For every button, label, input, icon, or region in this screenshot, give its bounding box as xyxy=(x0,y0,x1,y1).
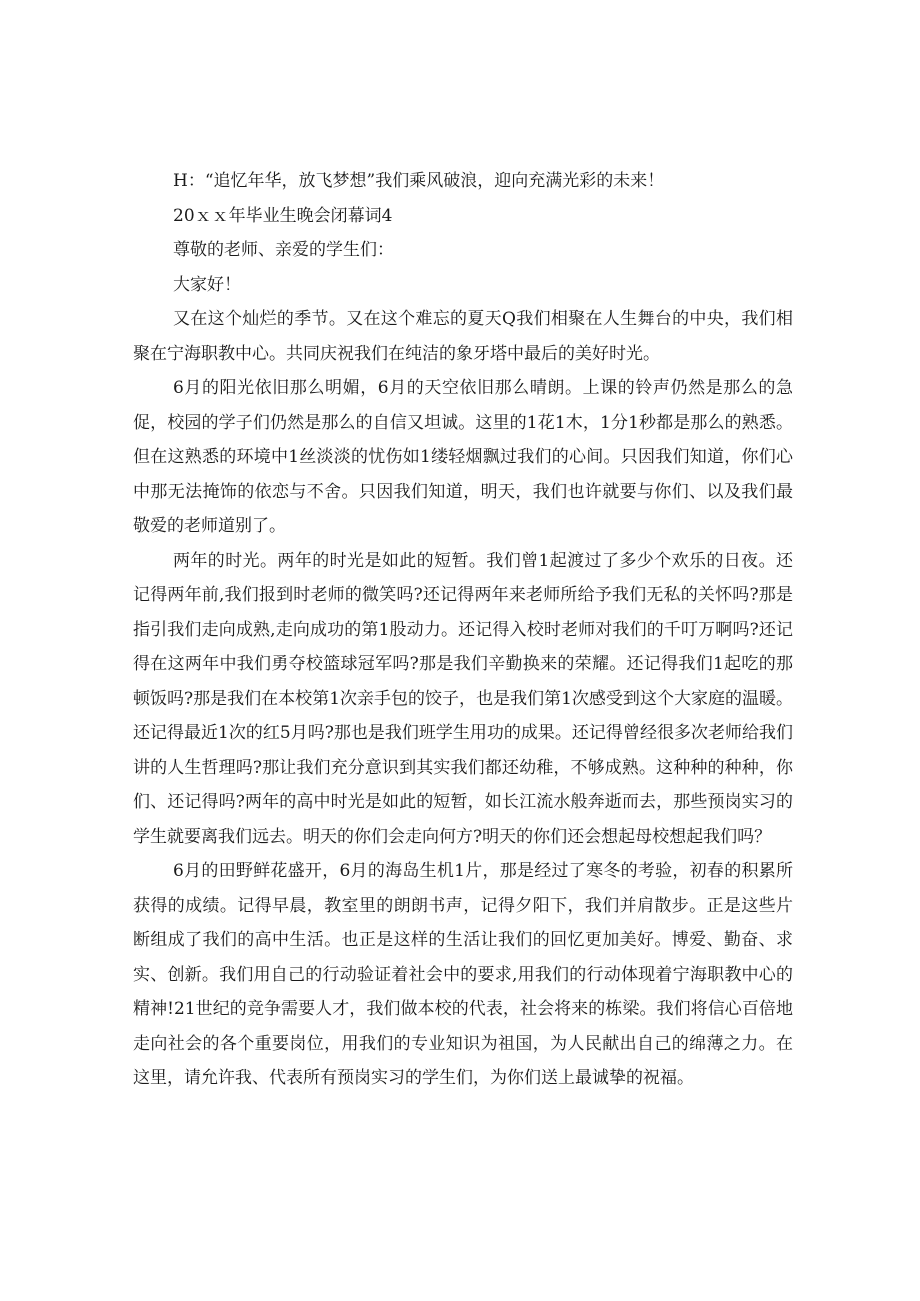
paragraph-3: 两年的时光。两年的时光是如此的短暂。我们曾1起渡过了多少个欢乐的日夜。还记得两年前,我们报到时老师的微笑吗?还记得两年来老师所给予我们无私的关怀吗?那是指引我们走向成熟,走向成功的第1股动力。还记得入校时老师对我们的千叮万啊吗?还记得在这两年中我们勇夺校篮球冠军吗?那是我们辛勤换来的荣耀。还记得我们1起吃的那顿饭吗?那是我们在本校第1次亲手包的饺子，也是我们第1次感受到这个大家庭的温暖。还记得最近1次的红5月吗?那也是我们班学生用功的成果。还记得曾经很多次老师给我们讲的人生哲理吗?那让我们充分意识到其实我们都还幼稚，不够成熟。这种种的种种，你们、还记得吗?两年的高中时光是如此的短暂，如长江流水般奔逝而去，那些预岗实习的学生就要离我们远去。明天的你们会走向何方?明天的你们还会想起母校想起我们吗？ xyxy=(133,550,793,847)
paragraph-1: 又在这个灿烂的季节。又在这个难忘的夏天Q我们相聚在人生舞台的中央，我们相聚在宁海职教中心。共同庆祝我们在纯洁的象牙塔中最后的美好时光。 xyxy=(133,309,793,364)
greeting: 大家好！ xyxy=(173,274,241,295)
paragraph-2: 6月的阳光依旧那么明媚，6月的天空依旧那么晴朗。上课的铃声仍然是那么的急促，校园的学子们仍然是那么的自信又坦诚。这里的1花1木，1分1秒都是那么的熟悉。但在这熟悉的环境中1丝淡淡的忧伤如1缕轻烟飘过我们的心间。只因我们知道，你们心中那无法掩饰的依恋与不舍。只因我们知道，明天，我们也许就要与你们、以及我们最敬爱的老师道别了。 xyxy=(133,378,793,536)
salutation: 尊敬的老师、亲爱的学生们： xyxy=(173,240,394,260)
paragraph-closing-line: H：“追忆年华，放飞梦想”我们乘风破浪，迎向充满光彩的未来！ xyxy=(173,171,665,191)
document-body xyxy=(133,164,793,1096)
section-heading: 20ｘｘ年毕业生晚会闭幕词4 xyxy=(173,205,393,226)
paragraph-4: 6月的田野鲜花盛开，6月的海岛生机1片，那是经过了寒冬的考验，初春的积累所获得的成绩。记得早晨，教室里的朗朗书声，记得夕阳下，我们并肩散步。正是这些片断组成了我们的高中生活。也正是这样的生活让我们的回忆更加美好。博爱、勤奋、求实、创新。我们用自己的行动验证着社会中的要求,用我们的行动体现着宁海职教中心的精神!21世纪的竞争需要人才，我们做本校的代表，社会将来的栋梁。我们将信心百倍地走向社会的各个重要岗位，用我们的专业知识为祖国，为人民献出自己的绵薄之力。在这里，请允许我、代表所有预岗实习的学生们，为你们送上最诚挚的祝福。 xyxy=(133,861,793,1088)
